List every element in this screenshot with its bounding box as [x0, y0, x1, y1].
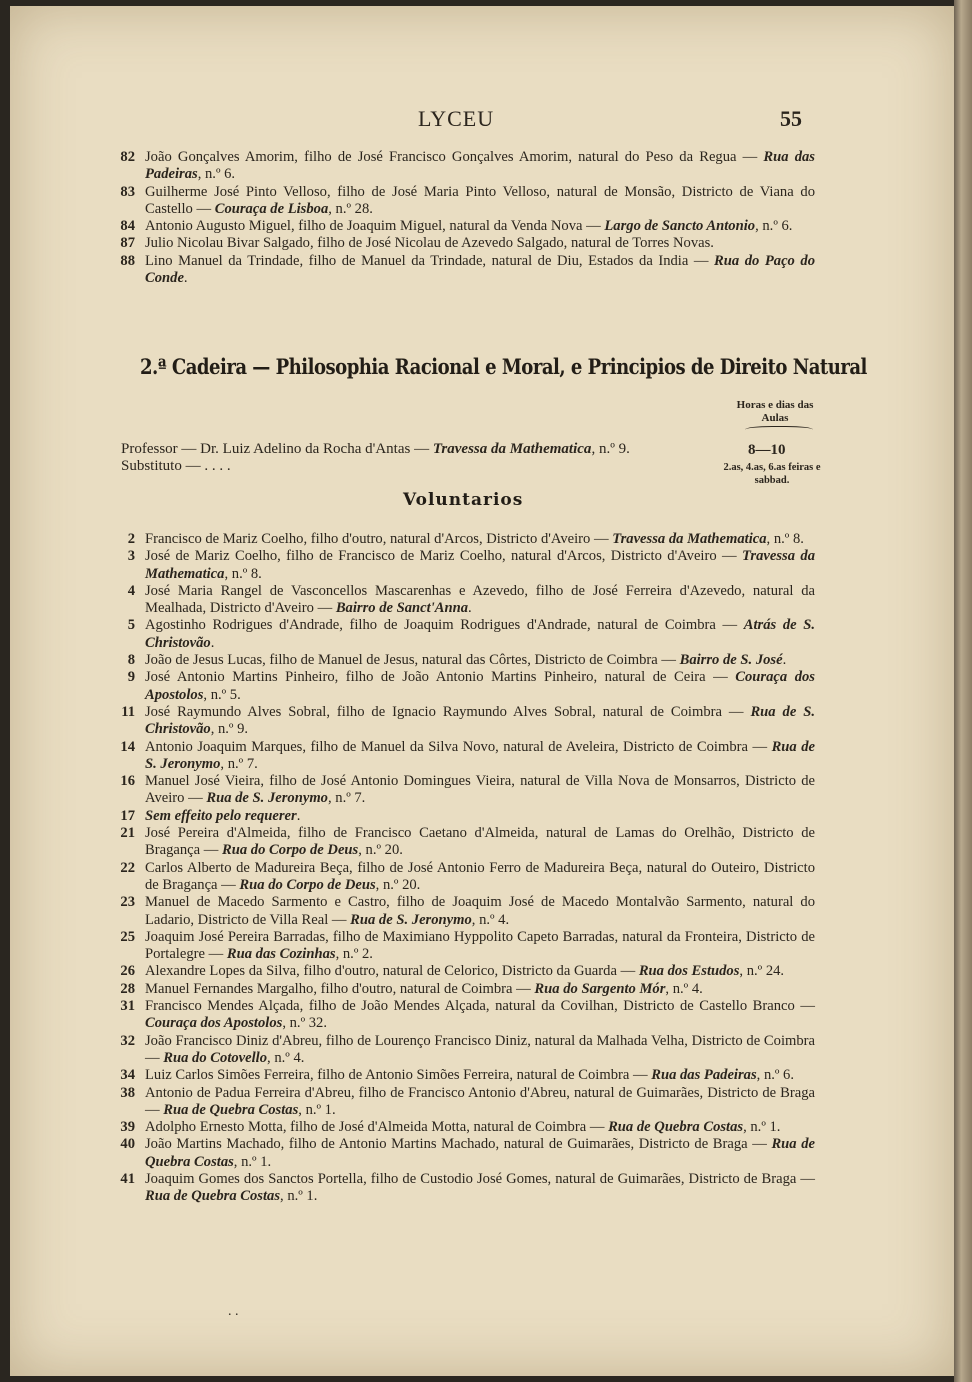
list-item [105, 1136, 815, 1171]
entry-address-number: , n.º 5. [203, 686, 241, 703]
entry-address-number: , n.º 4. [471, 911, 510, 928]
entry-text [145, 773, 815, 808]
entry-address-number: , n.º 1. [743, 1119, 781, 1136]
entry-address-number: , n.º 1. [298, 1101, 336, 1118]
entry-text [145, 981, 815, 998]
entry-text [145, 1033, 815, 1068]
entry-address: Rua dos Estudos [638, 963, 740, 980]
list-item [105, 1067, 815, 1084]
entry-text [145, 894, 815, 929]
entry-number: 25 [120, 928, 135, 945]
entry-description: Francisco Mendes Alçada, filho de João Mendes Alçada, natural da Covilhan, Districto de Castello Branco — [145, 998, 815, 1015]
entry-address-number: , n.º 28. [328, 200, 373, 217]
entry-description: Julio Nicolau Bivar Salgado, filho de José Nicolau de Azevedo Salgado, natural de Torres Novas. [145, 235, 714, 252]
entry-text [145, 235, 815, 252]
entry-text [145, 583, 815, 618]
entry-text [145, 1136, 815, 1171]
page-edge [954, 0, 972, 1382]
entry-address-number: , n.º 7. [327, 790, 366, 807]
entry-text [145, 617, 815, 652]
list-item [105, 583, 815, 618]
entry-address-number: , n.º 4. [267, 1049, 305, 1066]
entry-number: 38 [120, 1084, 135, 1101]
student-list-2 [105, 531, 815, 1206]
entry-address-number: . [183, 270, 188, 287]
entry-address: Sem effeito pelo requerer [145, 807, 297, 824]
list-item [105, 704, 815, 739]
entry-description: Adolpho Ernesto Motta, filho de José d'Almeida Motta, natural de Coimbra — [145, 1119, 609, 1136]
entry-description: Luiz Carlos Simões Ferreira, filho de Antonio Simões Ferreira, natural de Coimbra — [145, 1067, 652, 1084]
entry-address-number: . [210, 634, 215, 651]
page-header [10, 106, 954, 136]
entry-description: João Gonçalves Amorim, filho de José Francisco Gonçalves Amorim, natural do Peso da Regua — [145, 149, 764, 165]
professor-address-number: , n.º 9. [591, 441, 630, 457]
entry-address: Rua do Sargento Mór [534, 980, 666, 997]
entry-address-number: , n.º 9. [210, 721, 249, 738]
entry-description: Antonio de Padua Ferreira d'Abreu, filho de Francisco Antonio d'Abreu, natural de Guimarães, Districto de Braga — [145, 1084, 815, 1118]
entry-description: Manuel de Macedo Sarmento e Castro, filho de Joaquim José de Macedo Montalvão Sarmento, natural do Ladario, Districto de Villa Real — [145, 894, 815, 928]
entry-description: Alexandre Lopes da Silva, filho d'outro, natural de Celorico, Districto da Guarda — [145, 963, 639, 980]
entry-number: 28 [120, 980, 135, 997]
entry-address: Couraça dos Apostolos [145, 1015, 283, 1032]
entry-address: Rua das Padeiras [145, 149, 815, 183]
entry-address-number: . [296, 807, 301, 824]
entry-description: José de Mariz Coelho, filho de Francisco de Mariz Coelho, natural d'Arcos, Districto d'Aveiro — [145, 548, 743, 565]
entry-number: 16 [120, 773, 135, 790]
class-hours: 8—10 [748, 442, 786, 458]
entry-description: José Pereira d'Almeida, filho de Francisco Caetano d'Almeida, natural de Lamas do Orelhão, Districto de Bragança — [145, 825, 815, 859]
footer-dots: . . [228, 1304, 239, 1319]
list-item [105, 652, 815, 669]
entry-address-number: , n.º 6. [197, 166, 236, 183]
entry-number: 3 [127, 548, 135, 565]
substitute-row [121, 458, 821, 475]
entry-address-number: . [782, 652, 787, 669]
list-item [105, 773, 815, 808]
entry-description: Francisco de Mariz Coelho, filho d'outro, natural d'Arcos, Districto d'Aveiro — [145, 531, 613, 547]
entry-description: Carlos Alberto de Madureira Beça, filho de José Antonio Ferro de Madureira Beça, natural do Outeiro, Districto de Bragança — [145, 859, 815, 893]
entry-number: 88 [120, 252, 135, 269]
entry-text [145, 149, 815, 184]
entry-address: Rua do Corpo de Deus [222, 842, 359, 859]
entry-text [145, 998, 815, 1033]
entry-number: 17 [120, 807, 135, 824]
list-item [105, 998, 815, 1033]
entry-address: Bairro de S. José [679, 652, 783, 669]
page-number: 55 [780, 106, 802, 131]
list-item [105, 218, 815, 235]
list-item [105, 929, 815, 964]
entry-address-number: , n.º 1. [280, 1188, 318, 1205]
entry-address: Couraça de Lisboa [214, 200, 329, 217]
entry-address: Rua de S. Jeronymo [206, 790, 328, 807]
entry-address: Rua do Cotovello [163, 1049, 268, 1066]
list-item [105, 981, 815, 998]
entry-number: 39 [120, 1119, 135, 1136]
entry-address: Rua das Cozinhas [226, 946, 336, 963]
entry-address: Rua de S. Christovão [145, 703, 816, 738]
entry-description: José Raymundo Alves Sobral, filho de Ignacio Raymundo Alves Sobral, natural de Coimbra — [145, 703, 751, 720]
entry-text [145, 963, 815, 980]
entry-text [145, 1067, 815, 1084]
entry-text [145, 1119, 815, 1136]
running-title: LYCEU [418, 106, 495, 131]
professor-label: Professor — Dr. Luiz Adelino da Rocha d'Antas — [121, 441, 433, 457]
list-item [105, 253, 815, 288]
entry-text [145, 1171, 815, 1206]
entry-text [145, 669, 815, 704]
list-item [105, 1033, 815, 1068]
entry-description: Manuel Fernandes Margalho, filho d'outro, natural de Coimbra — [145, 980, 535, 997]
entry-text [145, 1085, 815, 1120]
entry-description: José Maria Rangel de Vasconcellos Mascarenhas e Azevedo, filho de José Ferreira d'Azevedo, natural da Mealhada, Districto d'Aveiro — [145, 582, 815, 617]
entry-description: José Antonio Martins Pinheiro, filho de João Antonio Martins Pinheiro, natural de Ceira — [145, 669, 736, 686]
entry-number: 87 [120, 235, 135, 252]
list-item [105, 184, 815, 219]
entry-description: João Martins Machado, filho de Antonio Martins Machado, natural de Guimarães, Districto de Braga — [145, 1136, 772, 1153]
entry-address: Rua de Quebra Costas [145, 1188, 281, 1205]
entry-number: 8 [127, 652, 135, 669]
entry-text [145, 860, 815, 895]
entry-address: Atrás de S. Christovão [145, 617, 815, 651]
entry-number: 41 [120, 1170, 135, 1187]
entry-text [145, 531, 815, 548]
entry-address-number: , n.º 32. [282, 1015, 327, 1032]
entry-text [145, 218, 815, 235]
entry-address: Rua de Quebra Costas [145, 1136, 815, 1170]
entry-number: 21 [120, 825, 135, 842]
class-days: 2.as, 4.as, 6.as feiras e sabbad. [723, 462, 821, 486]
entry-description: Antonio Augusto Miguel, filho de Joaquim Miguel, natural da Venda Nova — [145, 218, 605, 235]
entry-number: 31 [120, 998, 135, 1015]
professor-address: Travessa da Mathematica [432, 441, 592, 457]
list-item [105, 739, 815, 774]
entry-address-number: . [468, 600, 472, 617]
substitute-label: Substituto — . . . . [121, 458, 231, 474]
entry-text [145, 825, 815, 860]
entry-address: Rua do Paço do Conde [145, 252, 815, 287]
entry-number: 84 [120, 218, 135, 235]
entry-description: Lino Manuel da Trindade, filho de Manuel da Trindade, natural de Diu, Estados da India — [145, 252, 715, 269]
entry-number: 14 [120, 738, 135, 755]
entry-number: 2 [127, 531, 135, 547]
entry-text [145, 548, 815, 583]
list-item [105, 669, 815, 704]
entry-address-number: , n.º 8. [766, 531, 804, 547]
entry-description: Agostinho Rodrigues d'Andrade, filho de Joaquim Rodrigues d'Andrade, natural de Coimbra — [145, 617, 744, 634]
voluntarios-heading: Voluntarios [403, 490, 524, 510]
list-item [105, 825, 815, 860]
entry-number: 82 [120, 149, 135, 165]
entry-address: Travessa da Mathematica [145, 548, 816, 582]
entry-text [145, 253, 815, 288]
student-list-1 [105, 149, 815, 287]
list-item [105, 235, 815, 252]
entry-number: 5 [127, 617, 135, 634]
entry-description: Antonio Joaquim Marques, filho de Manuel da Silva Novo, natural de Aveleira, Districto de Coimbra — [145, 738, 772, 755]
entry-address: Rua de S. Jeronymo [350, 911, 472, 928]
entry-address-number: , n.º 20. [358, 842, 403, 859]
list-item [105, 1119, 815, 1136]
entry-number: 32 [120, 1032, 135, 1049]
list-item [105, 1171, 815, 1206]
entry-address-number: , n.º 6. [756, 1067, 795, 1084]
entry-description: Manuel José Vieira, filho de José Antonio Domingues Vieira, natural de Villa Nova de Monsarros, Districto de Aveiro — [145, 773, 815, 807]
list-item [105, 617, 815, 652]
entry-text [145, 704, 815, 739]
list-item [105, 1085, 815, 1120]
entry-address: Rua de Quebra Costas [163, 1101, 299, 1118]
entry-address-number: , n.º 24. [739, 963, 785, 980]
list-item [105, 149, 815, 184]
entry-address-number: , n.º 6. [755, 218, 793, 235]
entry-address-number: , n.º 20. [375, 876, 421, 893]
entry-text [145, 739, 815, 774]
entry-address: Rua de S. Jeronymo [145, 738, 815, 772]
entry-address: Rua de Quebra Costas [608, 1119, 744, 1136]
entry-number: 23 [120, 894, 135, 911]
entry-number: 4 [127, 582, 135, 599]
entry-address: Bairro de Sanct'Anna [335, 600, 469, 617]
entry-number: 40 [120, 1136, 135, 1153]
entry-address-number: , n.º 1. [233, 1153, 272, 1170]
entry-number: 83 [120, 183, 135, 200]
entry-text [145, 652, 815, 669]
list-item [105, 548, 815, 583]
entry-number: 9 [127, 669, 135, 686]
entry-description: Guilherme José Pinto Velloso, filho de José Maria Pinto Velloso, natural de Monsão, Districto de Viana do Castello — [145, 183, 815, 217]
entry-text [145, 808, 815, 825]
professor-row [121, 441, 821, 458]
schedule-header: Horas e dias das Aulas [736, 399, 814, 424]
entry-address: Couraça dos Apostolos [145, 669, 815, 703]
entry-address: Rua do Corpo de Deus [239, 876, 376, 893]
entry-description: Joaquim Gomes dos Sanctos Portella, filho de Custodio José Gomes, natural de Guimarães, Districto de Braga — [145, 1170, 815, 1187]
entry-number: 34 [120, 1067, 135, 1084]
entry-address-number: , n.º 8. [224, 565, 262, 582]
book-page [10, 6, 954, 1376]
entry-number: 22 [120, 859, 135, 876]
list-item [105, 808, 815, 825]
list-item [105, 860, 815, 895]
entry-description: João Francisco Diniz d'Abreu, filho de Lourenço Francisco Diniz, natural da Malhada Velha, Districto de Coimbra — [145, 1032, 815, 1066]
entry-number: 11 [121, 703, 135, 720]
entry-text [145, 929, 815, 964]
entry-text [145, 184, 815, 219]
brace-divider [745, 426, 813, 435]
entry-address-number: , n.º 7. [220, 755, 258, 772]
entry-address: Travessa da Mathematica [612, 531, 767, 547]
list-item [105, 894, 815, 929]
list-item [105, 531, 815, 548]
list-item [105, 963, 815, 980]
entry-address: Rua das Padeiras [651, 1067, 757, 1084]
section-heading: 2.ª Cadeira — Philosophia Racional e Moral, e Principios de Direito Natural [140, 354, 867, 379]
entry-description: João de Jesus Lucas, filho de Manuel de Jesus, natural das Côrtes, Districto de Coimbra — [145, 652, 680, 669]
entry-address-number: , n.º 4. [665, 980, 703, 997]
entry-address: Largo de Sancto Antonio [604, 218, 756, 235]
entry-description: Joaquim José Pereira Barradas, filho de Maximiano Hyppolito Capeto Barradas, natural da Fronteira, Districto de Portalegre — [145, 928, 815, 963]
entry-number: 26 [120, 963, 135, 980]
entry-address-number: , n.º 2. [335, 946, 373, 963]
